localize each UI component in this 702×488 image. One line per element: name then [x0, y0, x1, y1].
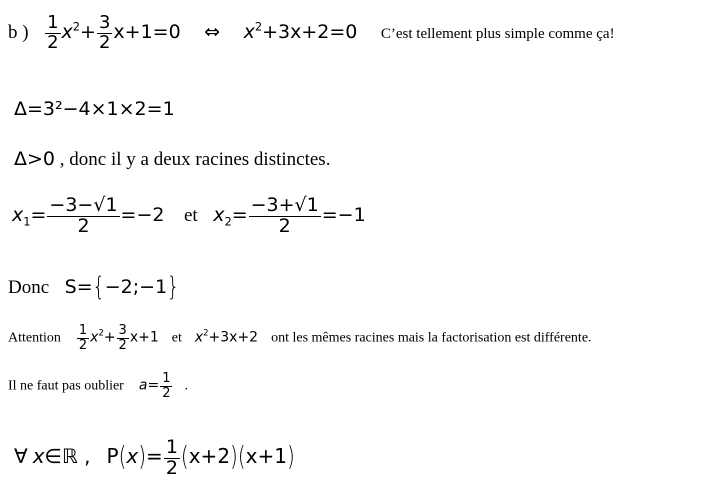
equivalence-symbol: ⇔: [204, 20, 221, 43]
solution-line: Donc S={−2;−1}: [8, 272, 180, 302]
comment-text: C’est tellement plus simple comme ça!: [380, 25, 615, 42]
attention-line: Attention $\frac{1}{2}$ $x^2+$ $\frac{3}{2}$ x+1 et $x^2+3x+2$ ont les mêmes racines mais la factorisation est différente.: [8, 323, 592, 353]
roots-line: $x_1=$ $\frac{-3-√1}{2}$ =−2 et $x_2=$ $\frac{-3+√1}{2}$ =−1: [12, 194, 366, 237]
reminder-line: Il ne faut pas oublier a= $\frac{1}{2}$ .: [8, 371, 188, 401]
fraction-three-half: $\frac{3}{2}$: [98, 12, 111, 53]
fraction-x2: $\frac{-3+√1}{2}$: [250, 194, 319, 237]
delta-line: Δ=3²−4×1×2=1: [14, 98, 175, 120]
delta-positive-line: Δ>0 , donc il y a deux racines distinctes.: [14, 148, 331, 170]
final-line: ∀ x∈ℝ , P(x)= $\frac{1}{2}$ (x+2)(x+1): [14, 436, 295, 479]
fraction-one-half: $\frac{1}{2}$: [47, 12, 59, 53]
line-b: b ) $\frac{1}{2}$ $x^2+$ $\frac{3}{2}$ x+1=0 ⇔ $x^2+3x+2=0$ C’est tellement plus simple comme ça!: [8, 12, 615, 53]
fraction-x1: $\frac{-3-√1}{2}$: [49, 194, 118, 237]
item-label: b ): [8, 21, 29, 43]
